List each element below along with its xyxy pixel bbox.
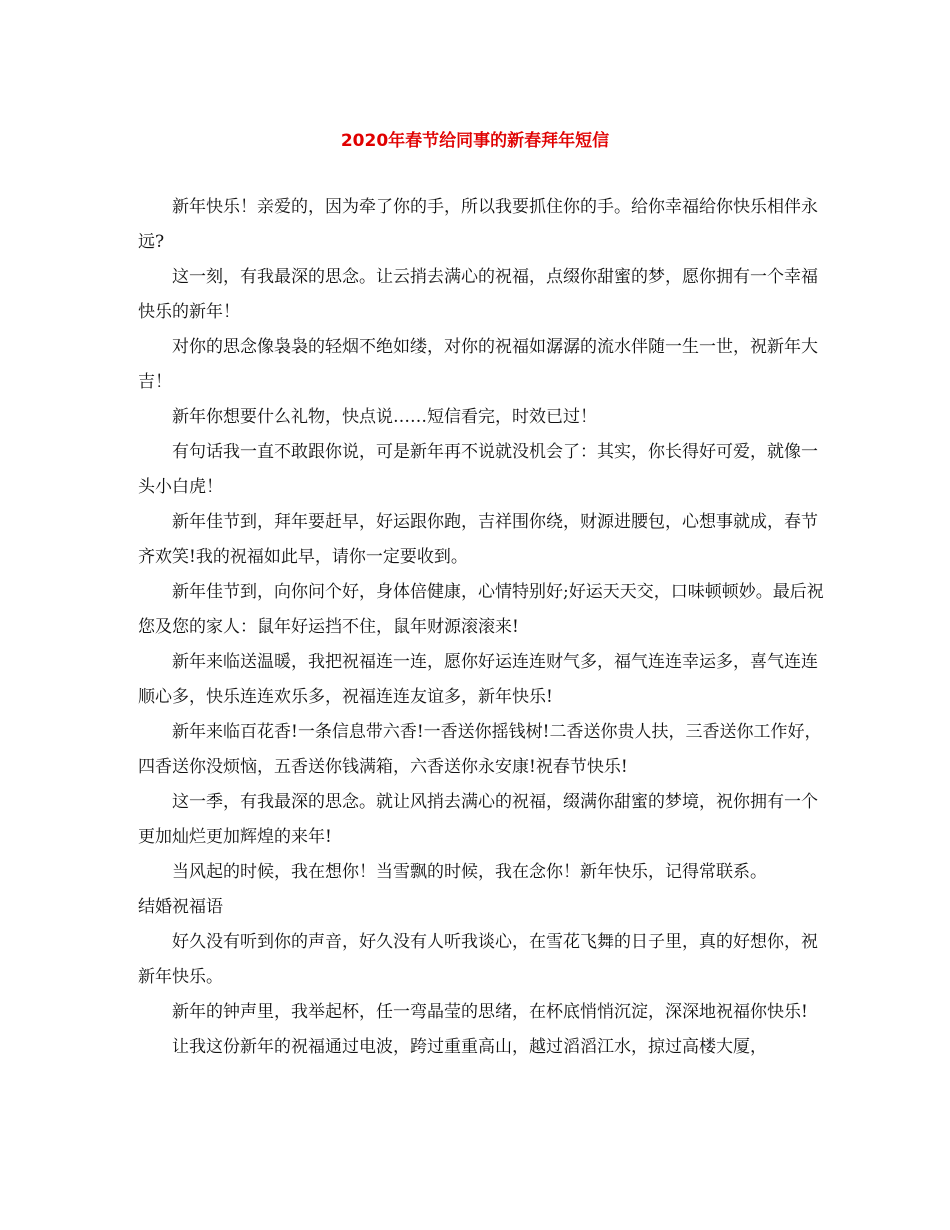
paragraph: 对你的思念像袅袅的轻烟不绝如缕，对你的祝福如潺潺的流水伴随一生一世，祝新年大吉！ bbox=[138, 337, 818, 392]
paragraph: 这一刻，有我最深的思念。让云捎去满心的祝福，点缀你甜蜜的梦，愿你拥有一个幸福快乐的新年！ bbox=[138, 267, 818, 322]
paragraph: 新年来临送温暖，我把祝福连一连，愿你好运连连财气多，福气连连幸运多，喜气连连顺心多，快乐连连欢乐多，祝福连连友谊多，新年快乐! bbox=[138, 652, 818, 707]
paragraph: 这一季，有我最深的思念。就让风捎去满心的祝福，缀满你甜蜜的梦境，祝你拥有一个更加灿烂更加辉煌的来年! bbox=[138, 792, 818, 847]
paragraph: 新年快乐！亲爱的，因为牵了你的手，所以我要抓住你的手。给你幸福给你快乐相伴永远? bbox=[138, 197, 818, 252]
document-body bbox=[138, 190, 828, 1065]
paragraph: 新年你想要什么礼物，快点说……短信看完，时效已过！ bbox=[172, 407, 597, 427]
paragraph: 新年佳节到，拜年要赶早，好运跟你跑，吉祥围你绕，财源进腰包，心想事就成，春节齐欢笑!我的祝福如此早，请你一定要收到。 bbox=[138, 512, 818, 567]
paragraph: 当风起的时候，我在想你！当雪飘的时候，我在念你！新年快乐，记得常联系。 bbox=[172, 862, 767, 882]
paragraph: 让我这份新年的祝福通过电波，跨过重重高山，越过滔滔江水，掠过高楼大厦， bbox=[172, 1037, 767, 1057]
paragraph: 新年佳节到，向你问个好，身体倍健康，心情特别好;好运天天交，口味顿顿妙。最后祝您及您的家人：鼠年好运挡不住，鼠年财源滚滚来! bbox=[138, 582, 824, 637]
paragraph: 有句话我一直不敢跟你说，可是新年再不说就没机会了：其实，你长得好可爱，就像一头小白虎！ bbox=[138, 442, 818, 497]
paragraph: 新年来临百花香!一条信息带六香!一香送你摇钱树!二香送你贵人扶，三香送你工作好，四香送你没烦恼，五香送你钱满箱，六香送你永安康!祝春节快乐! bbox=[138, 722, 822, 777]
document-title: 2020年春节给同事的新春拜年短信 bbox=[340, 131, 610, 151]
section-heading: 结婚祝福语 bbox=[138, 897, 223, 917]
paragraph: 好久没有听到你的声音，好久没有人听我谈心，在雪花飞舞的日子里，真的好想你，祝新年快乐。 bbox=[138, 932, 818, 987]
paragraph: 新年的钟声里，我举起杯，任一弯晶莹的思绪，在杯底悄悄沉淀，深深地祝福你快乐! bbox=[172, 1002, 808, 1022]
